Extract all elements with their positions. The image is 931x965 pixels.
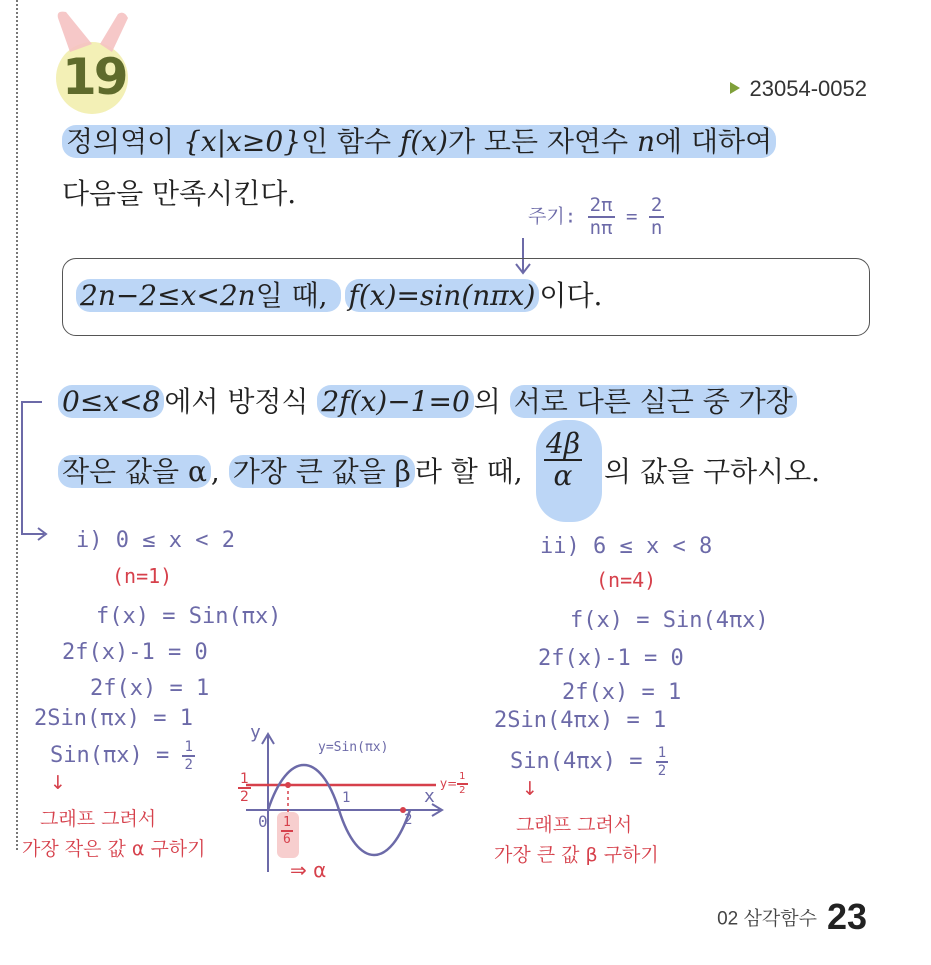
graph-curve-label: y=Sin(πx) [318,740,389,755]
case1-line-4: 2Sin(πx) = 1 [34,706,193,731]
period-note: 주기: $\frac{2\pi}{n\pi}$ = $\frac{2}{n}$ [528,194,663,239]
case2-line-2: 2f(x)-1 = 0 [538,646,684,671]
case1-line-2: 2f(x)-1 = 0 [62,640,208,665]
problem-line-3: 0≤x<8 에서 방정식 2f(x)−1=0 의 서로 다른 실근 중 가장 [58,382,797,422]
case1-n: (n=1) [112,564,173,588]
problem-code: 23054-0052 [730,76,867,102]
case2-line-1: f(x) = Sin(4πx) [570,608,769,633]
play-triangle-icon [730,82,740,94]
case2-arrow: ↓ [522,778,538,800]
section-label: 02 삼각함수 [717,908,817,930]
problem-number: 19 [62,48,126,106]
graph-y-label: y [250,722,261,743]
case1-hint-2: 가장 작은 값 α 구하기 [22,838,206,860]
problem-line-1: 정의역이 {x|x≥0}인 함수 f(x)가 모든 자연수 n에 대하여 [62,122,776,162]
condition-text: 2n−2≤x<2n일 때, f(x)=sin(nπx) 이다. [76,276,602,316]
case2-hint-1: 그래프 그려서 [516,814,633,836]
problem-line-4-end: 의 값을 구하시오. [604,455,821,488]
graph-tick-2: 2 [404,812,413,828]
page-footer [717,896,867,938]
case1-title: i) 0 ≤ x < 2 [76,528,235,553]
case2-line-4: 2Sin(4πx) = 1 [494,708,667,733]
bracket-line [22,402,44,534]
case1-hint-1: 그래프 그려서 [40,808,157,830]
graph-line-label: y= $\frac{1}{2}$ [440,771,466,796]
case1-line-5: Sin(πx) = $\frac{1}{2}$ [50,739,193,773]
case1-line-1: f(x) = Sin(πx) [96,604,282,629]
case2-title: ii) 6 ≤ x < 8 [540,534,713,559]
case2-hint-2: 가장 큰 값 β 구하기 [494,844,659,866]
graph-origin: 0 [258,812,268,831]
graph-sixth-tick: $\frac{1}{6}$ [283,815,291,847]
case2-line-3: 2f(x) = 1 [562,680,682,705]
graph-alpha-arrow: ⇒ α [290,858,327,882]
problem-line-2: 다음을 만족시킨다. [62,177,297,210]
page-number: 23 [826,896,867,937]
case2-n: (n=4) [596,568,657,592]
answer-fraction: $\frac{4\beta}{\alpha}$ [546,427,581,492]
case1-line-3: 2f(x) = 1 [90,676,210,701]
graph-x-label: x [424,786,435,807]
graph-tick-1: 1 [342,790,351,806]
graph-half-tick: $\frac{1}{2}$ [240,771,249,805]
problem-line-4: 작은 값을 α , 가장 큰 값을 β 라 할 때, [58,452,523,492]
case1-arrow: ↓ [50,772,66,794]
case2-line-5: Sin(4πx) = $\frac{1}{2}$ [510,745,667,779]
